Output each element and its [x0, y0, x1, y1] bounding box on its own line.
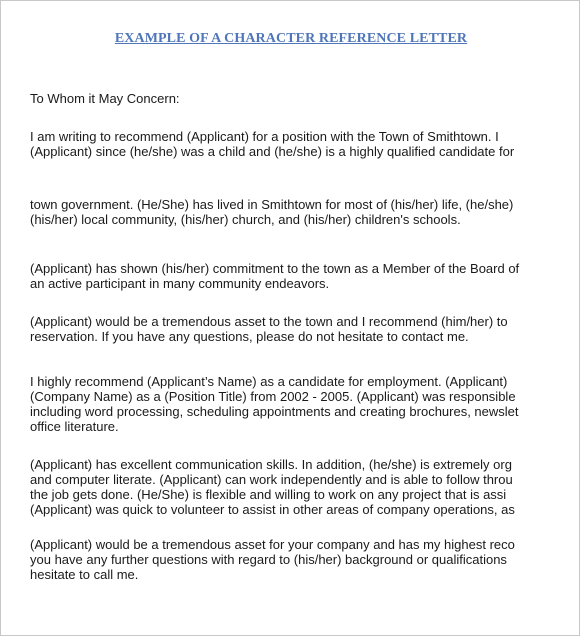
paragraph-line: (Company Name) as a (Position Title) from 2002 - 2005. (Applicant) was responsible	[30, 389, 516, 404]
paragraph-line: I am writing to recommend (Applicant) for a position with the Town of Smithtown. I	[30, 129, 499, 144]
paragraph-5	[30, 374, 519, 434]
paragraph-line: (Applicant) since (he/she) was a child and (he/she) is a highly qualified candidate for	[30, 144, 515, 159]
paragraph-line: (Applicant) has excellent communication skills. In addition, (he/she) is extremely org	[30, 457, 512, 472]
paragraph-line: (Applicant) would be a tremendous asset for your company and has my highest reco	[30, 537, 515, 552]
paragraph-6	[30, 457, 515, 517]
paragraph-line: and computer literate. (Applicant) can work independently and is able to follow throu	[30, 472, 513, 487]
paragraph-line: office literature.	[30, 419, 119, 434]
salutation-line: To Whom it May Concern:	[30, 91, 180, 106]
paragraph-line: (his/her) local community, (his/her) church, and (his/her) children's schools.	[30, 212, 461, 227]
letter-title: EXAMPLE OF A CHARACTER REFERENCE LETTER	[114, 31, 468, 46]
paragraph-line: (Applicant) would be a tremendous asset to the town and I recommend (him/her) to	[30, 314, 508, 329]
paragraph-line: reservation. If you have any questions, please do not hesitate to contact me.	[30, 329, 469, 344]
paragraph-line: I highly recommend (Applicant’s Name) as a candidate for employment. (Applicant)	[30, 374, 508, 389]
paragraph-line: the job gets done. (He/She) is flexible and willing to work on any project that is assi	[30, 487, 507, 502]
paragraph-line: you have any further questions with regard to (his/her) background or qualifications	[30, 552, 507, 567]
paragraph-line: an active participant in many community endeavors.	[30, 276, 330, 291]
paragraph-7	[30, 537, 515, 582]
paragraph-line: including word processing, scheduling appointments and creating brochures, newslet	[30, 404, 519, 419]
salutation	[30, 91, 180, 106]
paragraph-2	[30, 197, 513, 227]
paragraph-4	[30, 314, 508, 344]
paragraph-3	[30, 261, 519, 291]
paragraph-line: (Applicant) was quick to volunteer to assist in other areas of company operations, as	[30, 502, 515, 517]
paragraph-1	[30, 129, 514, 159]
paragraph-line: hesitate to call me.	[30, 567, 139, 582]
paragraph-line: (Applicant) has shown (his/her) commitment to the town as a Member of the Board of	[30, 261, 520, 276]
paragraph-line: town government. (He/She) has lived in Smithtown for most of (his/her) life, (he/she)	[30, 197, 514, 212]
